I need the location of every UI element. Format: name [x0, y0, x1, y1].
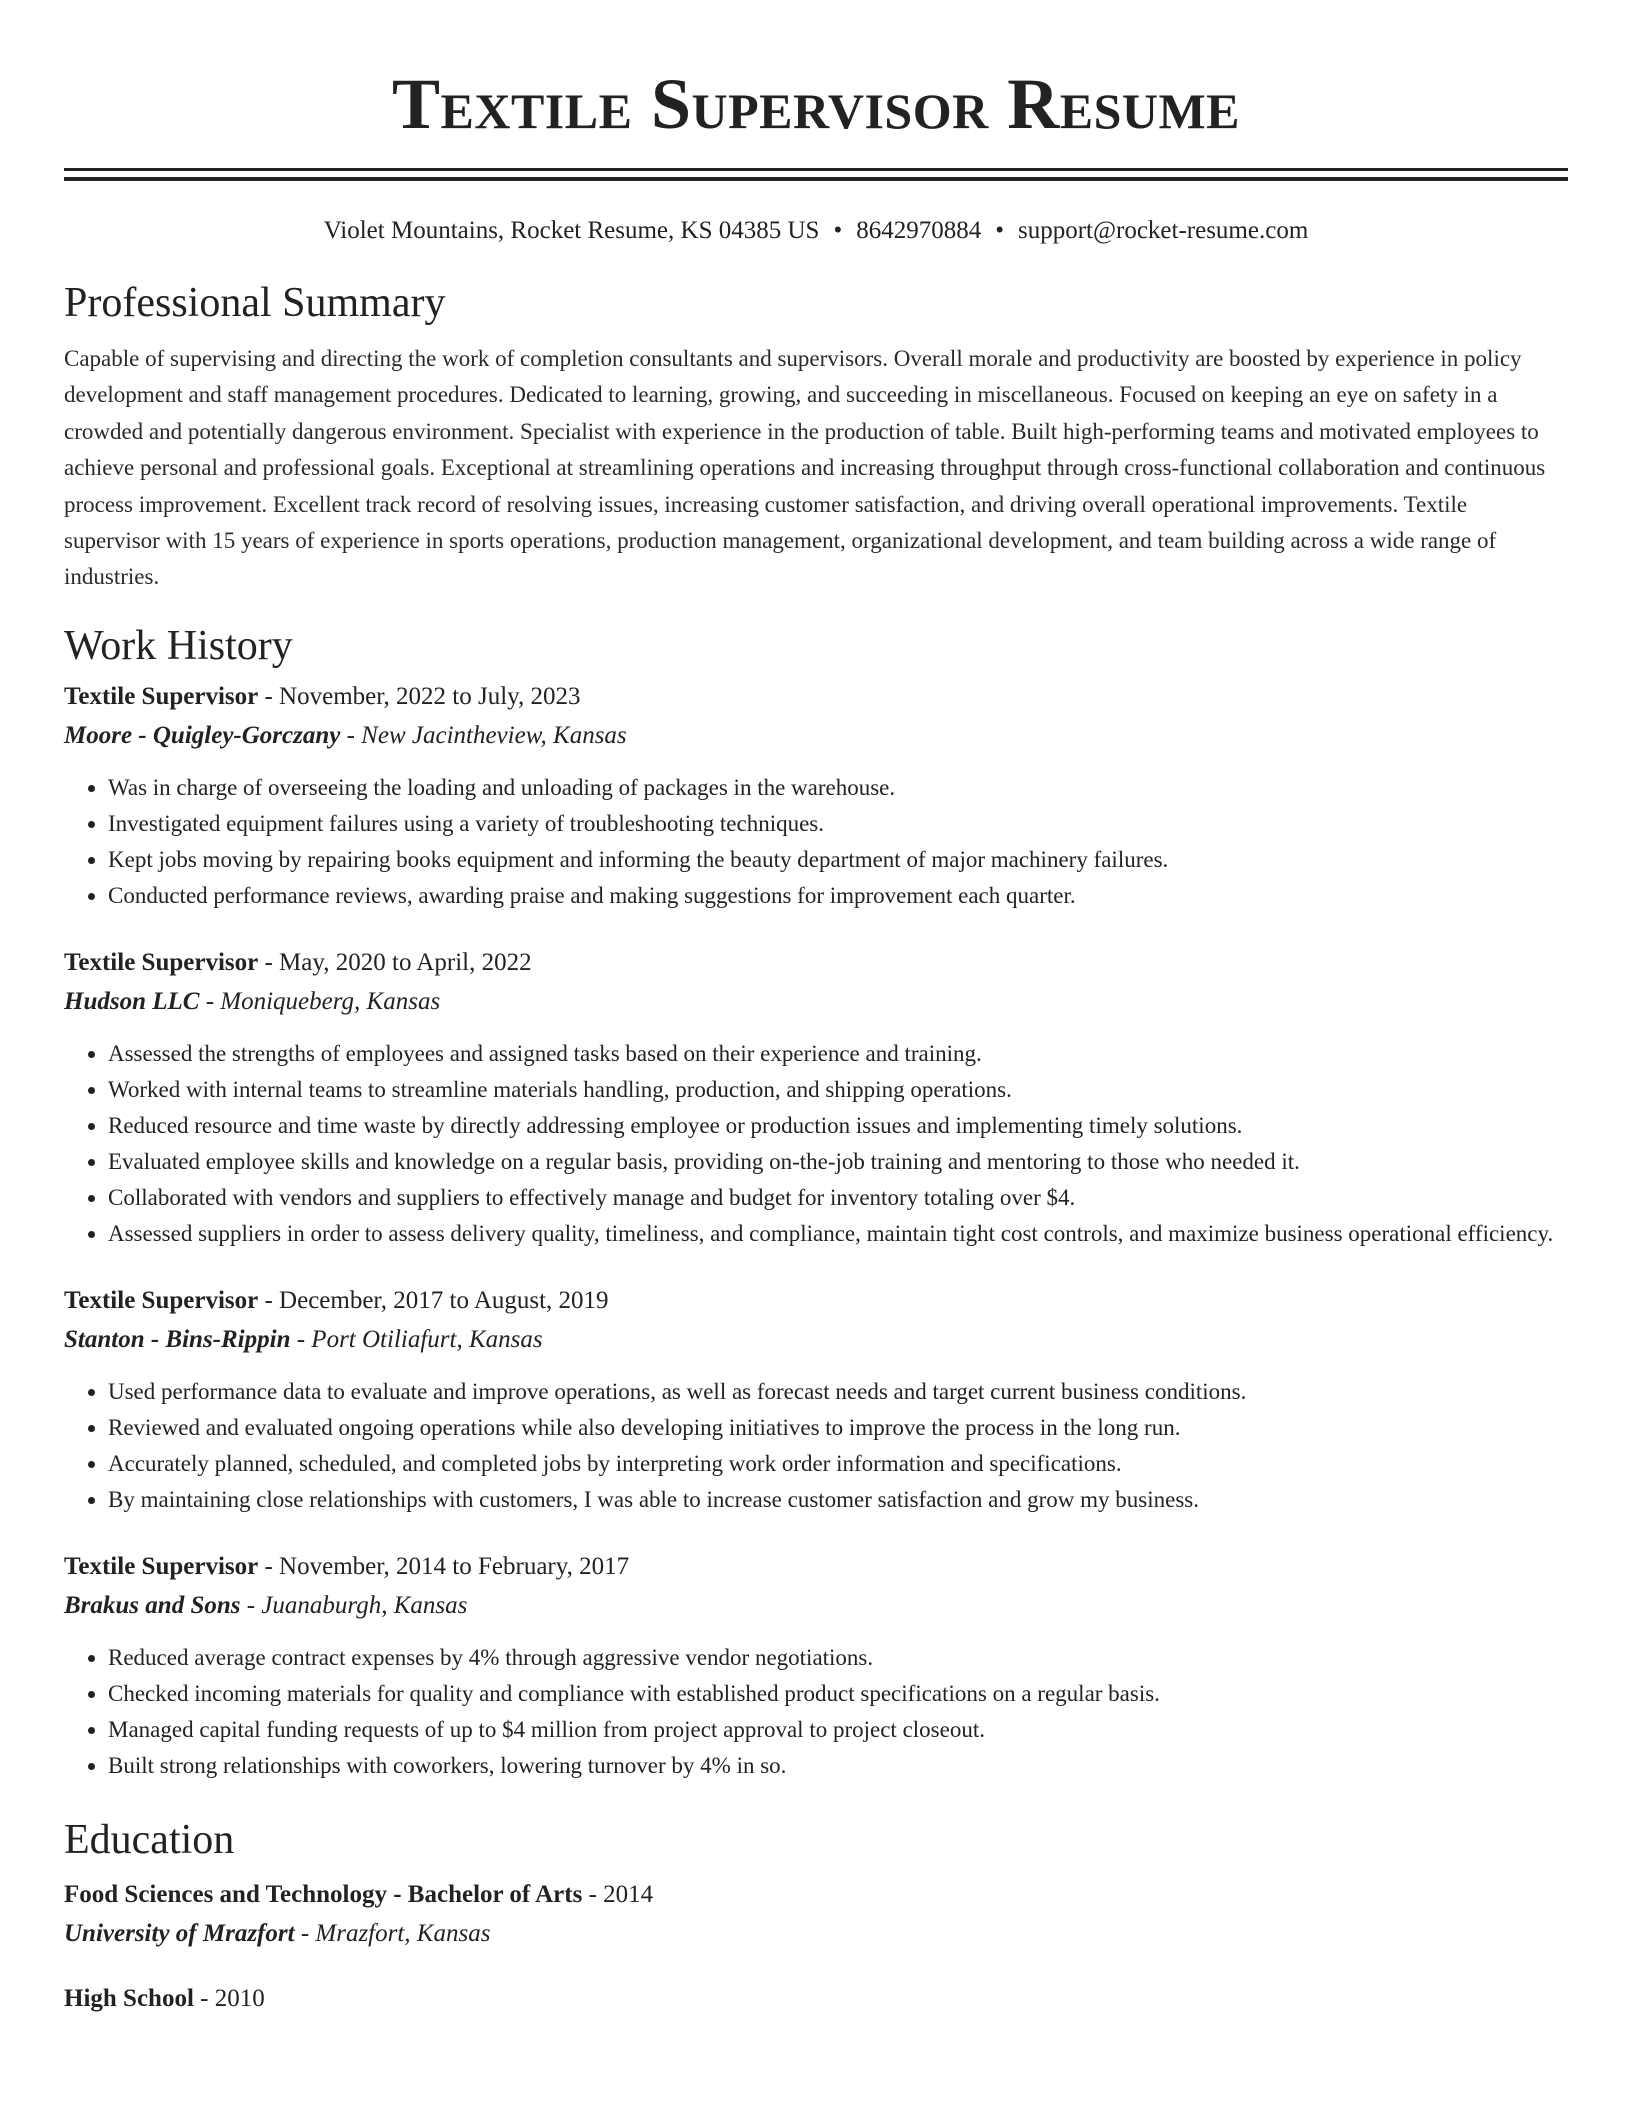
- education-degree-line: [64, 1876, 1568, 1914]
- job-location: - Port Otiliafurt, Kansas: [290, 1325, 543, 1353]
- job-title-line: [64, 1282, 1568, 1320]
- list-item: • Reduced resource and time waste by directly addressing employee or production issues and implementing timely solutions.: [108, 1108, 1568, 1144]
- work-history-heading: Work History: [64, 622, 293, 669]
- education-school: University of Mrazfort: [64, 1919, 295, 1947]
- job-role: Textile Supervisor: [64, 1286, 259, 1314]
- job-title-line: [64, 678, 1568, 716]
- education-school-line: [64, 1914, 1568, 1954]
- job-entry-4: [64, 1548, 1568, 1784]
- list-item: • Evaluated employee skills and knowledge on a regular basis, providing on-the-job training and mentoring to those who needed it.: [108, 1144, 1568, 1180]
- education-location: - Mrazfort, Kansas: [294, 1919, 491, 1947]
- summary-text: Capable of supervising and directing the work of completion consultants and supervisors. Overall morale and productivity are boosted by experience in policy development and staff management procedures. Dedicated to learning, growing, and succeeding in miscellaneous. Focused on keeping an eye on safety in a crowded and potentially dangerous environment. Specialist with experience in the production of table. Built high-performing teams and motivated employees to achieve personal and professional goals. Exceptional at streamlining operations and increasing throughput through cross-functional collaboration and continuous process improvement. Excellent track record of resolving issues, increasing customer satisfaction, and driving overall operational improvements. Textile supervisor with 15 years of experience in sports operations, production management, organizational development, and team building across a wide range of industries.: [64, 346, 1546, 590]
- list-item: • Assessed suppliers in order to assess delivery quality, timeliness, and compliance, maintain tight cost controls, and maximize business operational efficiency.: [108, 1216, 1568, 1252]
- job-dates: - November, 2022 to July, 2023: [258, 682, 581, 710]
- contact-email: support@rocket-resume.com: [1017, 217, 1309, 244]
- list-item: • Reduced average contract expenses by 4% through aggressive vendor negotiations.: [108, 1640, 1568, 1676]
- job-dates: - December, 2017 to August, 2019: [258, 1286, 609, 1314]
- contact-line: [64, 215, 1568, 247]
- job-company: Moore - Quigley-Gorczany: [64, 721, 341, 749]
- job-entry-1: [64, 678, 1568, 914]
- job-bullets: [64, 1640, 1568, 1784]
- contact-separator: •: [995, 217, 1004, 244]
- job-company-line: [64, 716, 1568, 756]
- list-item: • Investigated equipment failures using a variety of troubleshooting techniques.: [108, 806, 1568, 842]
- list-item: • Assessed the strengths of employees and assigned tasks based on their experience and training.: [108, 1036, 1568, 1072]
- education-year: - 2014: [582, 1880, 654, 1908]
- education-heading: Education: [64, 1816, 235, 1863]
- job-bullets: [64, 770, 1568, 914]
- job-company: Stanton - Bins-Rippin: [64, 1325, 291, 1353]
- title-rule-top: [64, 168, 1568, 171]
- job-company-line: [64, 1320, 1568, 1360]
- list-item: • Managed capital funding requests of up to $4 million from project approval to project closeout.: [108, 1712, 1568, 1748]
- resume-page: [64, 0, 1568, 2018]
- contact-separator: •: [833, 217, 843, 244]
- education-year: - 2010: [193, 1984, 265, 2012]
- job-location: - Moniqueberg, Kansas: [199, 987, 441, 1015]
- education-entry-1: [64, 1876, 1568, 1954]
- job-company-line: [64, 982, 1568, 1022]
- job-title-line: [64, 944, 1568, 982]
- job-bullets: [64, 1374, 1568, 1518]
- list-item: • Reviewed and evaluated ongoing operations while also developing initiatives to improve the process in the long run.: [108, 1410, 1568, 1446]
- job-role: Textile Supervisor: [64, 948, 259, 976]
- job-title-line: [64, 1548, 1568, 1586]
- education-degree-line: [64, 1980, 1568, 2018]
- job-role: Textile Supervisor: [64, 682, 259, 710]
- job-entry-2: [64, 944, 1568, 1252]
- job-company-line: [64, 1586, 1568, 1626]
- job-dates: - November, 2014 to February, 2017: [258, 1552, 630, 1580]
- contact-phone: 8642970884: [856, 217, 982, 244]
- list-item: • Collaborated with vendors and suppliers to effectively manage and budget for inventory totaling over $4.: [108, 1180, 1568, 1216]
- resume-title: Textile Supervisor Resume: [391, 64, 1241, 144]
- job-company: Hudson LLC: [64, 987, 200, 1015]
- list-item: • Accurately planned, scheduled, and completed jobs by interpreting work order information and specifications.: [108, 1446, 1568, 1482]
- job-bullets: [64, 1036, 1568, 1252]
- list-item: • Worked with internal teams to streamline materials handling, production, and shipping operations.: [108, 1072, 1568, 1108]
- list-item: • By maintaining close relationships with customers, I was able to increase customer satisfaction and grow my business.: [108, 1482, 1568, 1518]
- list-item: • Kept jobs moving by repairing books equipment and informing the beauty department of major machinery failures.: [108, 842, 1568, 878]
- job-location: - Juanaburgh, Kansas: [240, 1591, 468, 1619]
- job-company: Brakus and Sons: [64, 1591, 241, 1619]
- list-item: • Was in charge of overseeing the loading and unloading of packages in the warehouse.: [108, 770, 1568, 806]
- education-entry-2: [64, 1980, 1568, 2018]
- summary-heading: Professional Summary: [64, 280, 446, 326]
- education-degree: Food Sciences and Technology - Bachelor of Arts: [64, 1880, 583, 1908]
- job-location: - New Jacintheview, Kansas: [340, 721, 627, 749]
- education-degree: High School: [64, 1984, 194, 2012]
- list-item: • Built strong relationships with coworkers, lowering turnover by 4% in so.: [108, 1748, 1568, 1784]
- contact-address: Violet Mountains, Rocket Resume, KS 04385 US: [323, 217, 820, 244]
- job-role: Textile Supervisor: [64, 1552, 259, 1580]
- title-rule-bottom: [64, 177, 1568, 181]
- list-item: • Conducted performance reviews, awarding praise and making suggestions for improvement each quarter.: [108, 878, 1568, 914]
- job-entry-3: [64, 1282, 1568, 1518]
- list-item: • Checked incoming materials for quality and compliance with established product specifications on a regular basis.: [108, 1676, 1568, 1712]
- list-item: • Used performance data to evaluate and improve operations, as well as forecast needs and target current business conditions.: [108, 1374, 1568, 1410]
- job-dates: - May, 2020 to April, 2022: [258, 948, 532, 976]
